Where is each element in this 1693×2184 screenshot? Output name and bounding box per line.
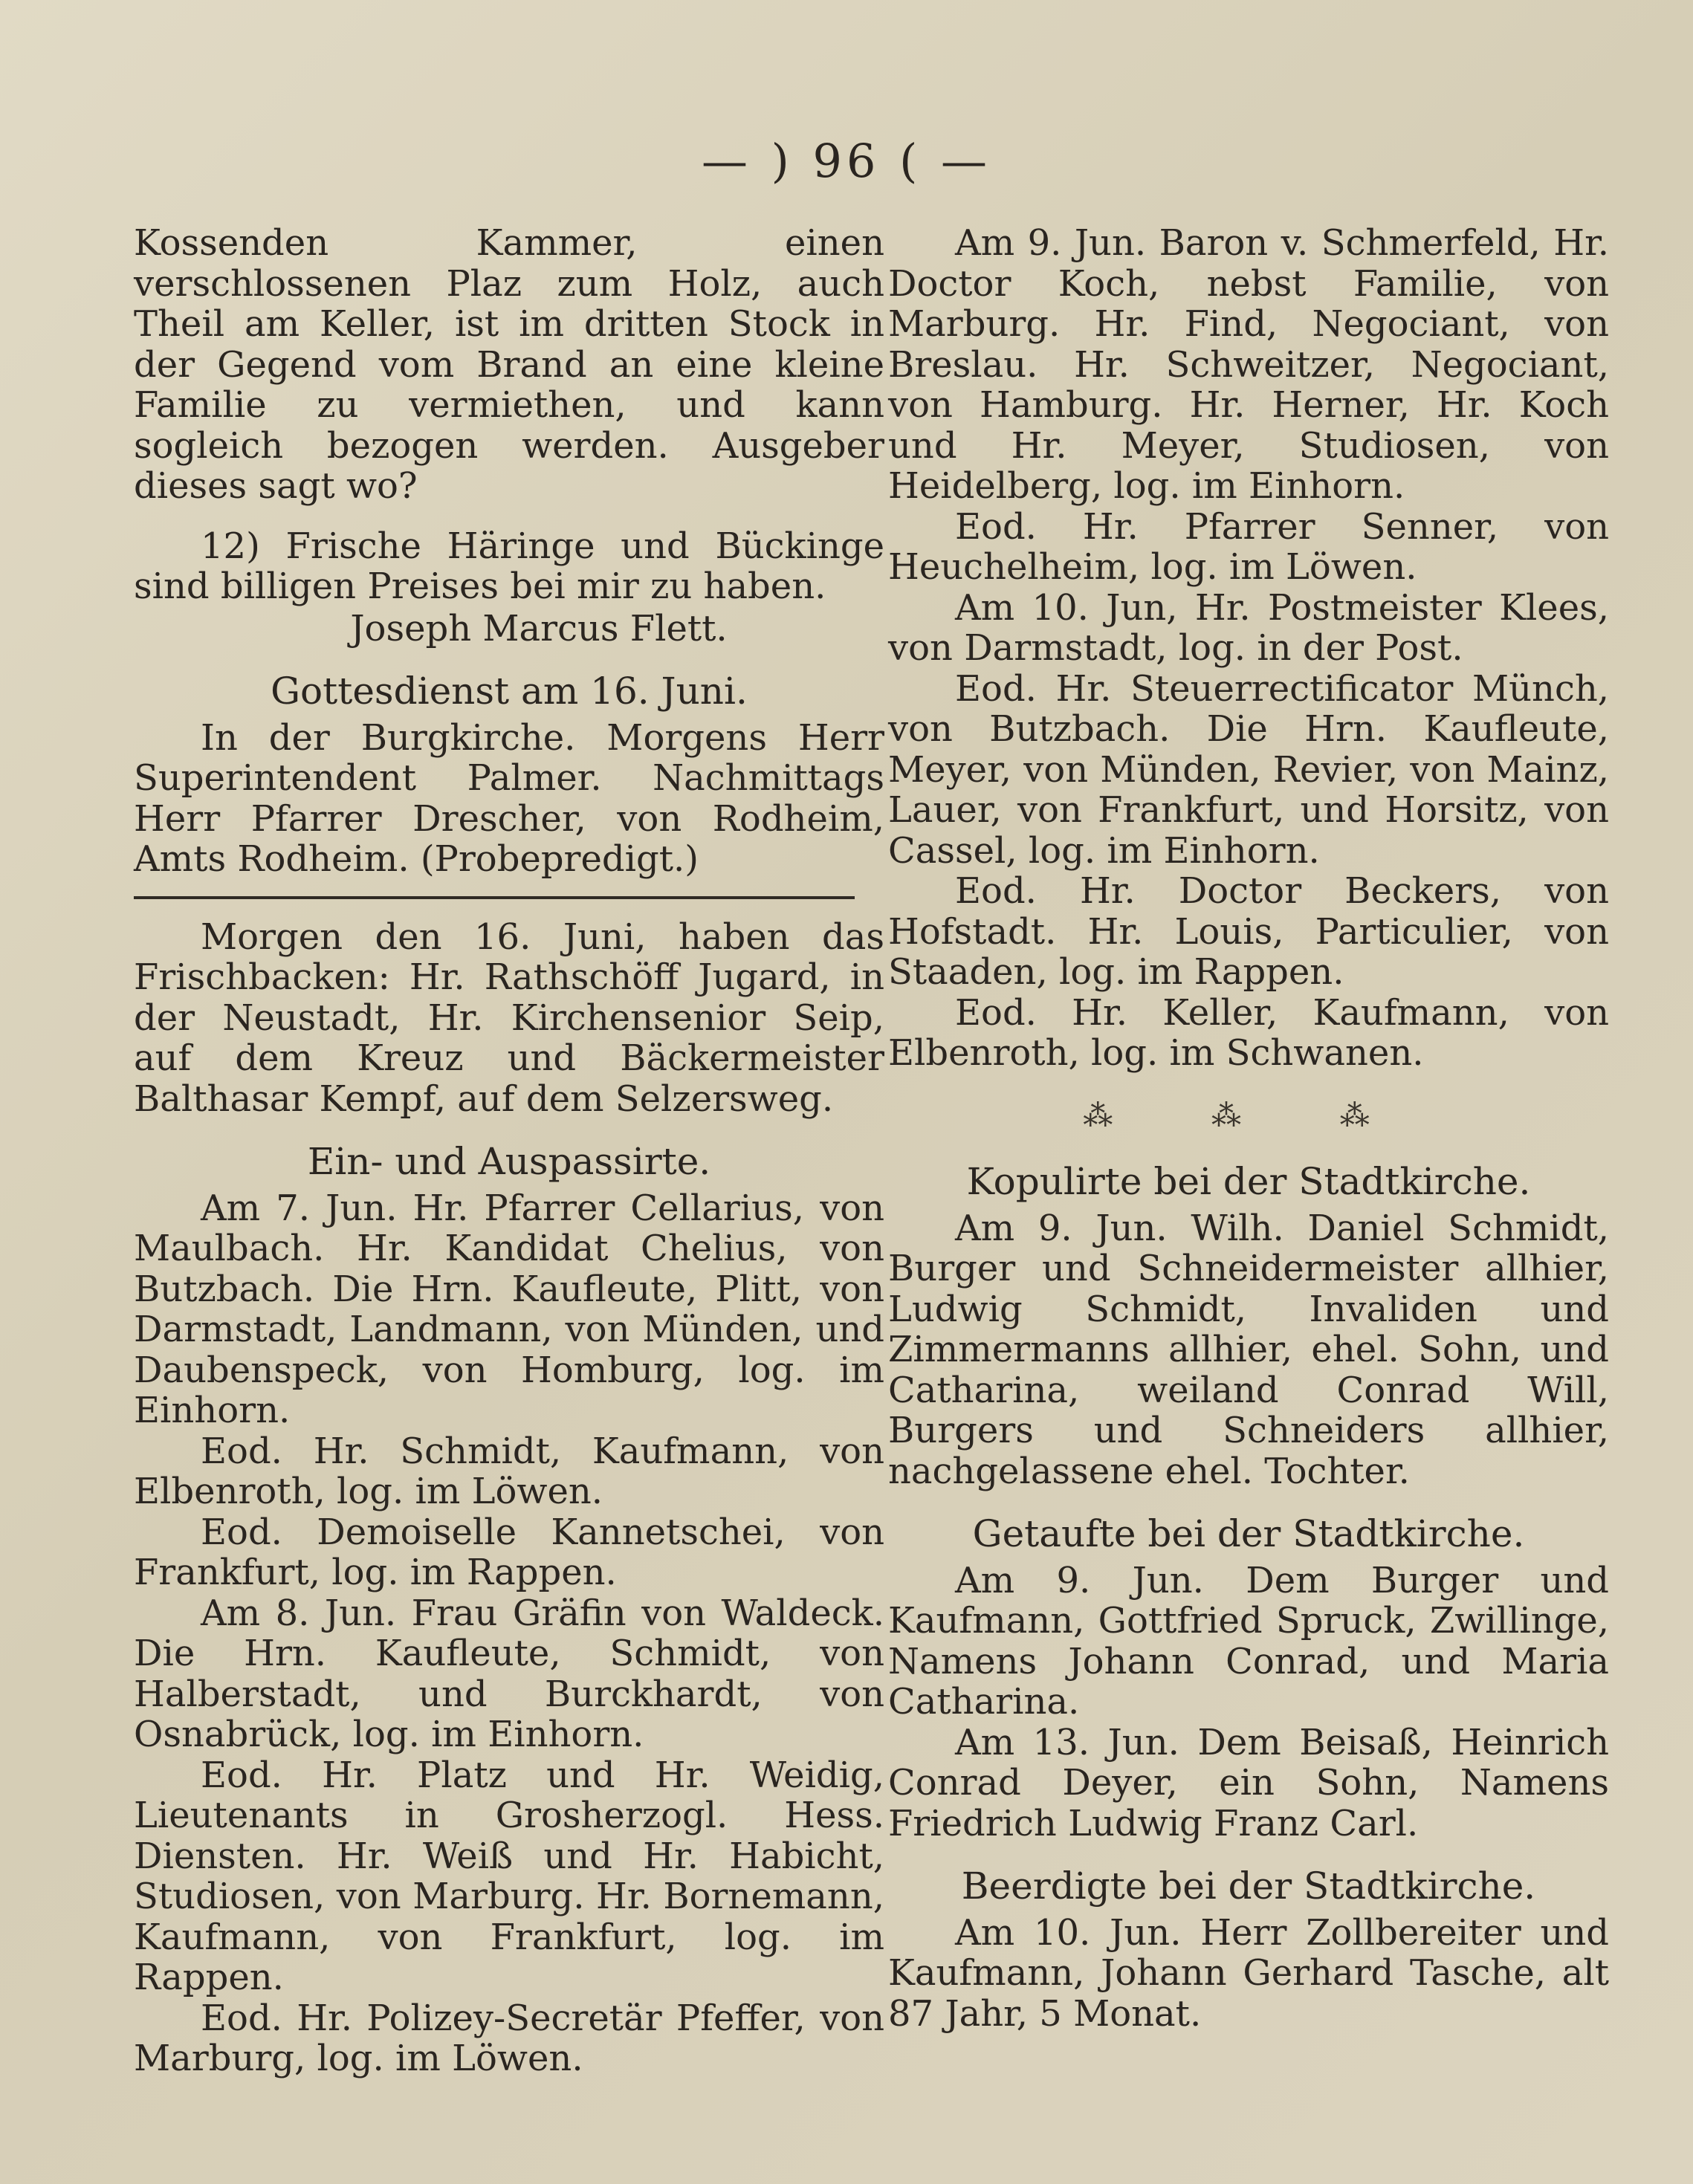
traveller-entry: Am 8. Jun. Frau Gräfin von Waldeck. Die Hrn. Kaufleute, Schmidt, von Halberstadt, und Burckhardt, von Osnabrück, log. im Einhorn. bbox=[134, 1592, 884, 1755]
traveller-entry: Eod. Hr. Doctor Beckers, von Hofstadt. Hr. Louis, Particulier, von Staaden, log. im Rappen. bbox=[888, 870, 1609, 993]
section-divider bbox=[134, 896, 855, 899]
traveller-entry: Am 10. Jun, Hr. Postmeister Klees, von Darmstadt, log. in der Post. bbox=[888, 586, 1609, 669]
page-number: — ) 96 ( — bbox=[701, 134, 992, 188]
left-column bbox=[134, 223, 884, 2079]
bakers-text: Morgen den 16. Juni, haben das Frischbacken: Hr. Rathschöff Jugard, in der Neustadt, Hr. Kirchensenior Seip, auf dem Kreuz und Bäckermeister Balthasar Kempf, auf dem Selzersweg. bbox=[134, 916, 884, 1120]
travellers-heading: Ein- und Auspassirte. bbox=[307, 1140, 711, 1183]
traveller-entry: Eod. Hr. Platz und Hr. Weidig, Lieutenants in Grosherzogl. Hess. Diensten. Hr. Weiß und Hr. Habicht, Studiosen, von Marburg. Hr. Bornemann, Kaufmann, von Frankfurt, log. im Rappen. bbox=[134, 1754, 884, 1998]
baptism-entry: Am 9. Jun. Dem Burger und Kaufmann, Gottfried Spruck, Zwillinge, Namens Johann Conrad, und Maria Catharina. bbox=[888, 1559, 1609, 1723]
traveller-entry: Eod. Demoiselle Kannetschei, von Frankfurt, log. im Rappen. bbox=[134, 1511, 884, 1593]
ad-12-signature: Joseph Marcus Flett. bbox=[350, 607, 728, 649]
traveller-entry: Am 9. Jun. Baron v. Schmerfeld, Hr. Doctor Koch, nebst Familie, von Marburg. Hr. Find, Negociant, von Breslau. Hr. Schweitzer, Negociant, von Hamburg. Hr. Herner, Hr. Koch und Hr. Meyer, Studiosen, von Heidelberg, log. im Einhorn. bbox=[888, 222, 1609, 507]
ornament-divider: ⁂ ⁂ ⁂ bbox=[1083, 1098, 1414, 1133]
ad-12: 12) Frische Häringe und Bückinge sind billigen Preises bei mir zu haben. bbox=[134, 525, 884, 607]
traveller-entry: Eod. Hr. Keller, Kaufmann, von Elbenroth, log. im Schwanen. bbox=[888, 991, 1609, 1074]
right-column bbox=[888, 223, 1609, 2034]
baptism-entry: Am 13. Jun. Dem Beisaß, Heinrich Conrad Deyer, ein Sohn, Namens Friedrich Ludwig Franz Carl. bbox=[888, 1721, 1609, 1844]
traveller-entry: Eod. Hr. Pfarrer Senner, von Heuchelheim, log. im Löwen. bbox=[888, 505, 1609, 588]
traveller-entry: Eod. Hr. Steuerrectificator Münch, von Butzbach. Die Hrn. Kaufleute, Meyer, von Münden, Revier, von Mainz, Lauer, von Frankfurt, und Horsitz, von Cassel, log. im Einhorn. bbox=[888, 667, 1609, 872]
traveller-entry: Eod. Hr. Polizey-Secretär Pfeffer, von Marburg, log. im Löwen. bbox=[134, 1997, 884, 2079]
service-heading: Gottesdienst am 16. Juni. bbox=[271, 670, 748, 713]
traveller-entry: Am 7. Jun. Hr. Pfarrer Cellarius, von Maulbach. Hr. Kandidat Chelius, von Butzbach. Die Hrn. Kaufleute, Plitt, von Darmstadt, Landmann, von Münden, und Daubenspeck, von Homburg, log. im Einhorn. bbox=[134, 1187, 884, 1431]
ad-continued: Kossenden Kammer, einen verschlossenen Plaz zum Holz, auch Theil am Keller, ist im dritten Stock in der Gegend vom Brand an eine kleine Familie zu vermiethen, und kann sogleich bezogen werden. Ausgeber dieses sagt wo? bbox=[134, 222, 884, 507]
marriages-heading: Kopulirte bei der Stadtkirche. bbox=[966, 1160, 1531, 1203]
baptisms-heading: Getaufte bei der Stadtkirche. bbox=[972, 1512, 1525, 1555]
marriages-text: Am 9. Jun. Wilh. Daniel Schmidt, Burger und Schneidermeister allhier, Ludwig Schmidt, Invaliden und Zimmermanns allhier, ehel. Sohn, und Catharina, weiland Conrad Will, Burgers und Schneiders allhier, nachgelassene ehel. Tochter. bbox=[888, 1207, 1609, 1492]
service-text: In der Burgkirche. Morgens Herr Superintendent Palmer. Nachmittags Herr Pfarrer Drescher, von Rodheim, Amts Rodheim. (Probepredigt.) bbox=[134, 716, 884, 880]
burials-heading: Beerdigte bei der Stadtkirche. bbox=[961, 1864, 1536, 1908]
burials-text: Am 10. Jun. Herr Zollbereiter und Kaufmann, Johann Gerhard Tasche, alt 87 Jahr, 5 Monat. bbox=[888, 1911, 1609, 2035]
traveller-entry: Eod. Hr. Schmidt, Kaufmann, von Elbenroth, log. im Löwen. bbox=[134, 1430, 884, 1512]
